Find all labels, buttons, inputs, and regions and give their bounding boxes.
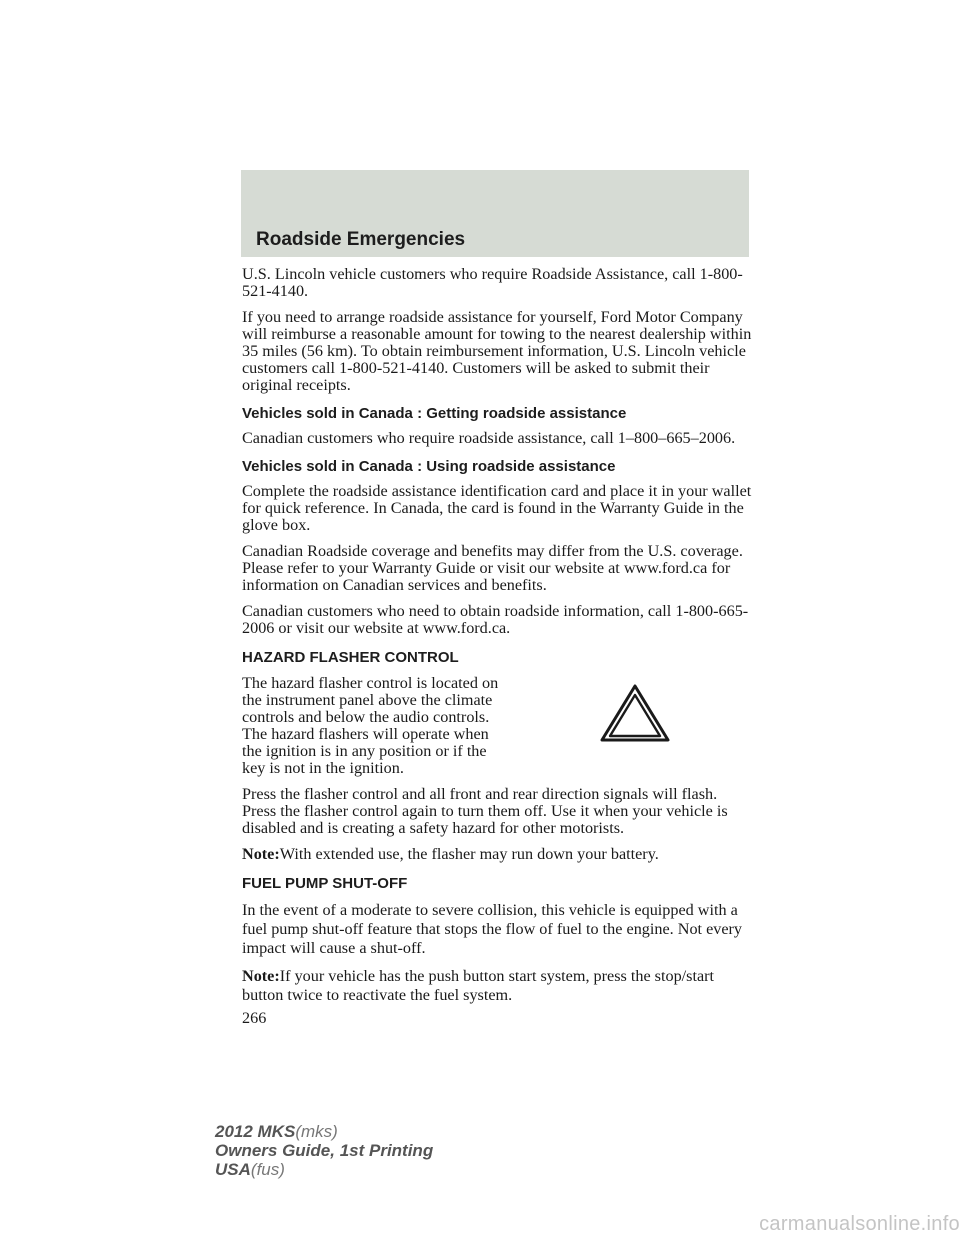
page-number: 266 xyxy=(242,1009,267,1027)
hazard-paragraph-1: The hazard flasher control is located on the instrument panel above the climate controls and below the audio controls. The hazard flashers will operate when the ignition is in any position or if the key is not in the ignition. xyxy=(242,674,499,777)
footer-model: 2012 MKS xyxy=(215,1122,296,1141)
hazard-triangle-icon xyxy=(599,683,671,743)
fuel-heading: FUEL PUMP SHUT-OFF xyxy=(242,875,408,892)
section-title: Roadside Emergencies xyxy=(256,229,466,250)
footer-market-code: (fus) xyxy=(250,1160,285,1179)
canada-using-paragraph-1: Complete the roadside assistance identification card and place it in your wallet for quick reference. In Canada, the card is found in the Warranty Guide in the glove box. xyxy=(242,482,752,534)
footer-guide: Owners Guide, 1st Printing xyxy=(215,1141,434,1160)
hazard-note xyxy=(242,846,752,863)
section-header-band xyxy=(241,170,749,257)
canada-getting-heading: Vehicles sold in Canada : Getting roadside assistance xyxy=(242,405,627,422)
fuel-paragraph-1: In the event of a moderate to severe collision, this vehicle is equipped with a fuel pump shut-off feature that stops the flow of fuel to the engine. Not every impact will cause a shut-off. xyxy=(242,901,743,957)
print-footer xyxy=(215,1122,433,1179)
intro-paragraph-2: If you need to arrange roadside assistance for yourself, Ford Motor Company will reimburse a reasonable amount for towing to the nearest dealership within 35 miles (56 km). To obtain reimbursement information, U.S. Lincoln vehicle customers call 1-800-521-4140. Customers will be asked to submit their original receipts. xyxy=(242,308,752,394)
canada-using-paragraph-3: Canadian customers who need to obtain roadside information, call 1-800-665-2006 or visit our website at www.ford.ca. xyxy=(242,602,749,637)
hazard-heading: HAZARD FLASHER CONTROL xyxy=(242,649,459,666)
canada-using-heading: Vehicles sold in Canada : Using roadside assistance xyxy=(242,458,616,475)
hazard-paragraph-2: Press the flasher control and all front and rear direction signals will flash. Press the flasher control again to turn them off. Use it when your vehicle is disabled and is creating a safety hazard for other motorists. xyxy=(242,785,728,837)
fuel-note xyxy=(242,967,752,1005)
intro-paragraph-1: U.S. Lincoln vehicle customers who require Roadside Assistance, call 1-800-521-4140. xyxy=(242,265,743,300)
site-watermark: carmanualsonline.info xyxy=(759,1213,960,1235)
hazard-note-label: Note: xyxy=(242,845,280,863)
hazard-note-text: With extended use, the flasher may run down your battery. xyxy=(279,845,659,863)
canada-using-paragraph-2: Canadian Roadside coverage and benefits may differ from the U.S. coverage. Please refer to your Warranty Guide or visit our website at www.ford.ca for information on Canadian services and benefits. xyxy=(242,542,743,594)
fuel-note-text: If your vehicle has the push button start system, press the stop/start button twice to reactivate the fuel system. xyxy=(242,967,715,1004)
canada-getting-paragraph: Canadian customers who require roadside assistance, call 1–800–665–2006. xyxy=(242,429,736,447)
footer-line-2 xyxy=(215,1141,433,1160)
hazard-row xyxy=(242,675,752,786)
fuel-note-label: Note: xyxy=(242,967,280,985)
footer-model-code: (mks) xyxy=(295,1122,338,1141)
footer-line-3 xyxy=(215,1160,433,1179)
page-content xyxy=(242,266,752,1028)
footer-line-1 xyxy=(215,1122,433,1141)
footer-market: USA xyxy=(215,1160,251,1179)
